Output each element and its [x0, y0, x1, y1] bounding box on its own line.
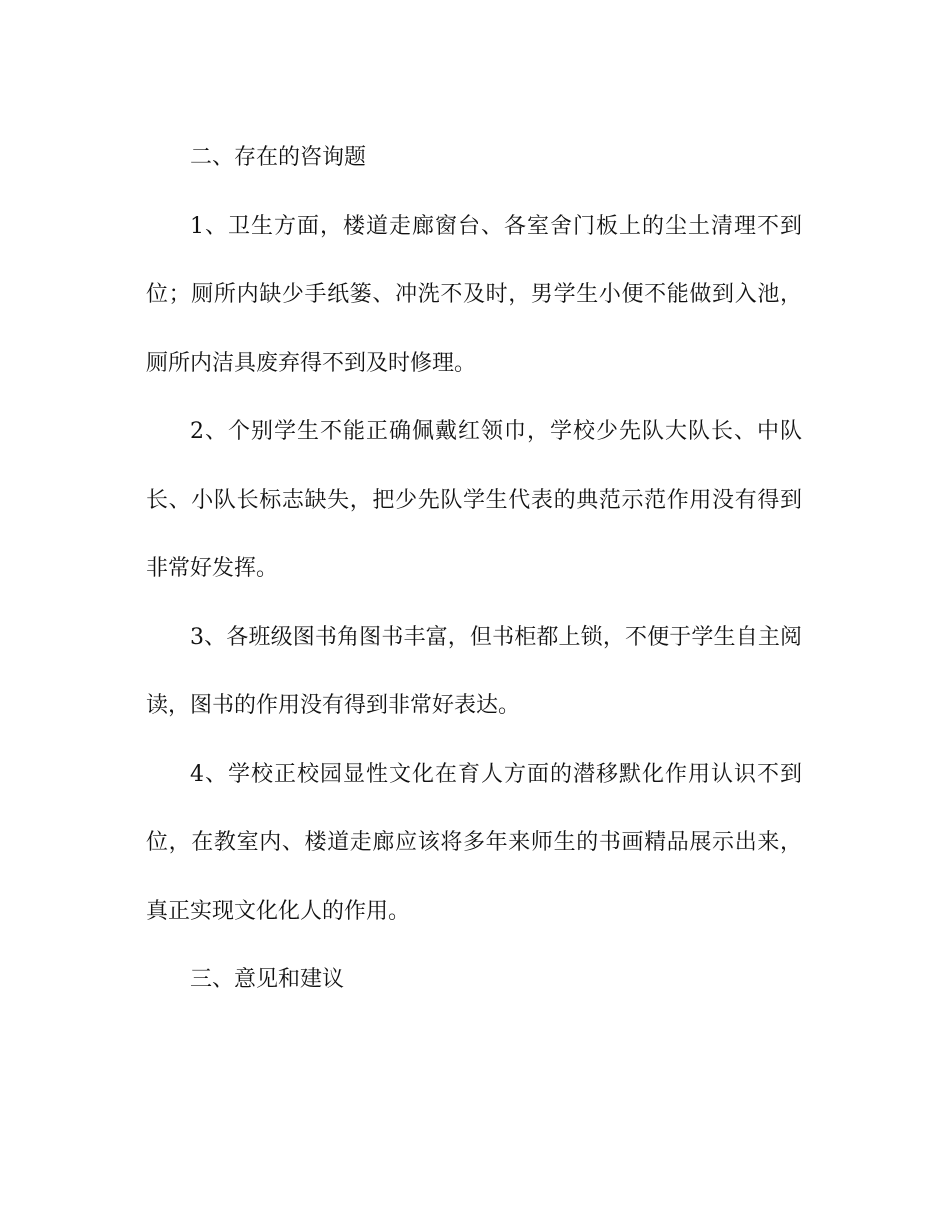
document-body [146, 124, 802, 1015]
section-heading-suggestions: 三、意见和建议 [190, 967, 345, 992]
paragraph-item-1: 1、卫生方面，楼道走廊窗台、各室舍门板上的尘土清理不到位；厕所内缺少手纸篓、冲洗不及时，男学生小便不能做到入池，厕所内洁具废弃得不到及时修理。 [146, 213, 802, 376]
section-heading-problems: 二、存在的咨询题 [190, 145, 367, 170]
paragraph-item-4: 4、学校正校园显性文化在育人方面的潜移默化作用认识不到位，在教室内、楼道走廊应该将多年来师生的书画精品展示出来，真正实现文化化人的作用。 [146, 761, 802, 924]
paragraph-item-2: 2、个别学生不能正确佩戴红领巾，学校少先队大队长、中队长、小队长标志缺失，把少先队学生代表的典范示范作用没有得到非常好发挥。 [146, 419, 802, 581]
paragraph-item-3: 3、各班级图书角图书丰富，但书柜都上锁，不便于学生自主阅读，图书的作用没有得到非常好表达。 [146, 624, 802, 718]
